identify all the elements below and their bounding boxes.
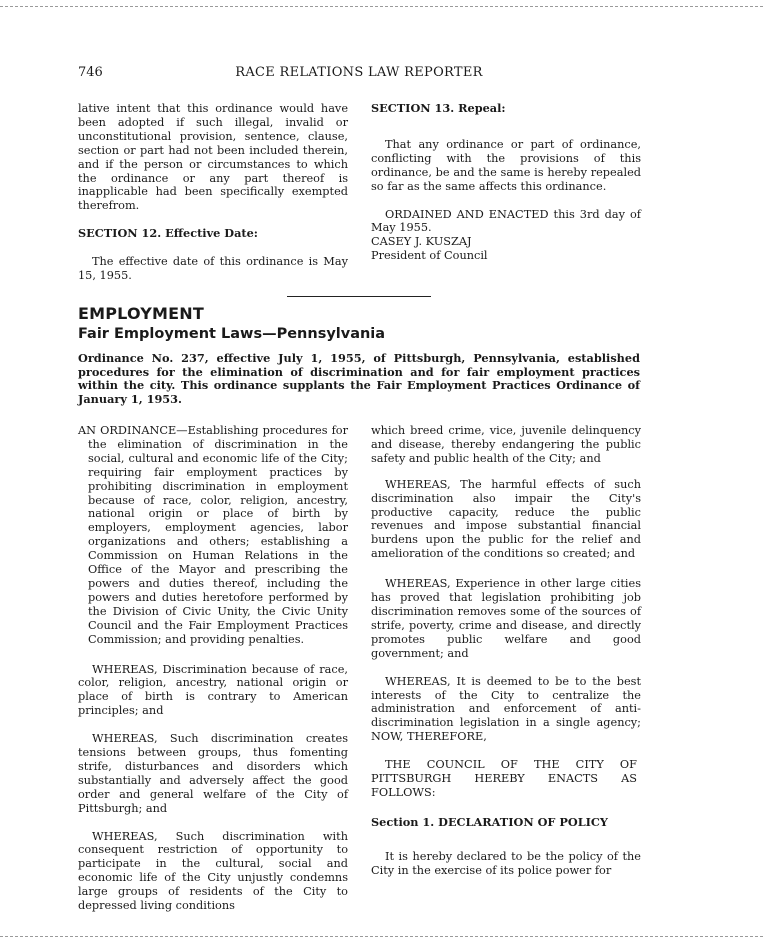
ordained-statement: ORDAINED AND ENACTED this 3rd day of May 1955. xyxy=(371,207,641,235)
section-heading: EMPLOYMENT xyxy=(78,304,204,323)
body-right-column xyxy=(371,424,641,878)
section-12-body: The effective date of this ordinance is May 15, 1955. xyxy=(78,255,348,283)
whereas-paragraph-3: WHEREAS, Such discrimination with consequent restriction of opportunity to participate in the cultural, social and economic life of the City unjustly condemns large groups of residents of the City to depressed living conditions xyxy=(78,829,348,913)
ordinance-title-paragraph: AN ORDINANCE—Establishing procedures for the elimination of discrimination in the social, cultural and economic life of the City; requiring fair employment practices by prohibiting discrimination in employment because of race, color, religion, ancestry, national origin or place of birth by employers, employment agencies, labor organizations and others; establishing a Commission on Human Relations in the Office of the Mayor and prescribing the powers and duties thereof, including the powers and duties heretofore performed by the Division of Civic Unity, the Civic Unity Council and the Fair Employment Practices Commission; and providing penalties. xyxy=(78,424,348,646)
section-1-heading: Section 1. DECLARATION OF POLICY xyxy=(371,814,608,829)
body-left-column xyxy=(78,424,348,913)
continued-whereas-paragraph: which breed crime, vice, juvenile delinquency and disease, thereby endangering the public safety and public health of the City; and xyxy=(371,424,641,465)
ordinance-synopsis: Ordinance No. 237, effective July 1, 1955, of Pittsburgh, Pennsylvania, established procedures for the elimination of discrimination and for fair employment practices within the city. This ordinance supplants the Fair Employment Practices Ordinance of January 1, 1953. xyxy=(78,351,640,406)
whereas-paragraph-1: WHEREAS, Discrimination because of race, color, religion, ancestry, national origin or place of birth is contrary to American principles; and xyxy=(78,662,348,718)
continued-paragraph: lative intent that this ordinance would have been adopted if such illegal, invalid or unconstitutional provision, sentence, clause, section or part had not been included therein, and if the person or circumstances to which the ordinance or any part thereof is inapplicable had been specifically exempted therefrom. xyxy=(78,102,348,213)
section-13-heading: SECTION 13. Repeal: xyxy=(371,101,506,115)
section-13-body: That any ordinance or part of ordinance, conflicting with the provisions of this ordinance, be and the same is hereby repealed so far as the same affects this ordinance. xyxy=(371,137,641,193)
whereas-paragraph-6: WHEREAS, It is deemed to be to the best interests of the City to centralize the administration and enforcement of anti-discrimination legislation in a single agency; NOW, THEREFORE, xyxy=(371,674,641,744)
page-number: 746 xyxy=(78,65,103,80)
top-right-column xyxy=(371,102,641,263)
running-title: RACE RELATIONS LAW REPORTER xyxy=(235,65,483,80)
whereas-paragraph-2: WHEREAS, Such discrimination creates tensions between groups, thus fomenting strife, disturbances and disorders which substantially and adversely affect the good order and general welfare of the City of Pittsburgh; and xyxy=(78,732,348,815)
section-divider xyxy=(287,296,431,297)
section-subheading: Fair Employment Laws—Pennsylvania xyxy=(78,326,386,342)
enacting-clause: THE COUNCIL OF THE CITY OF PITTSBURGH HEREBY ENACTS AS FOLLOWS: xyxy=(371,758,637,799)
signer-title: President of Council xyxy=(371,249,488,263)
whereas-paragraph-5: WHEREAS, Experience in other large cities has proved that legislation prohibiting job discrimination removes some of the sources of strife, poverty, crime and disease, and directly promotes public welfare and good government; and xyxy=(371,577,641,660)
section-1-body: It is hereby declared to be the policy of the City in the exercise of its police power for xyxy=(371,849,641,877)
bottom-scan-edge xyxy=(0,936,763,937)
signer-name: CASEY J. KUSZAJ xyxy=(371,235,472,249)
whereas-paragraph-4: WHEREAS, The harmful effects of such discrimination also impair the City's productive capacity, reduce the public revenues and impose substantial financial burdens upon the public for the relief and amelioration of the conditions so created; and xyxy=(371,477,641,561)
section-12-heading: SECTION 12. Effective Date: xyxy=(78,226,258,241)
top-left-column xyxy=(78,102,348,283)
top-scan-edge xyxy=(0,6,763,7)
